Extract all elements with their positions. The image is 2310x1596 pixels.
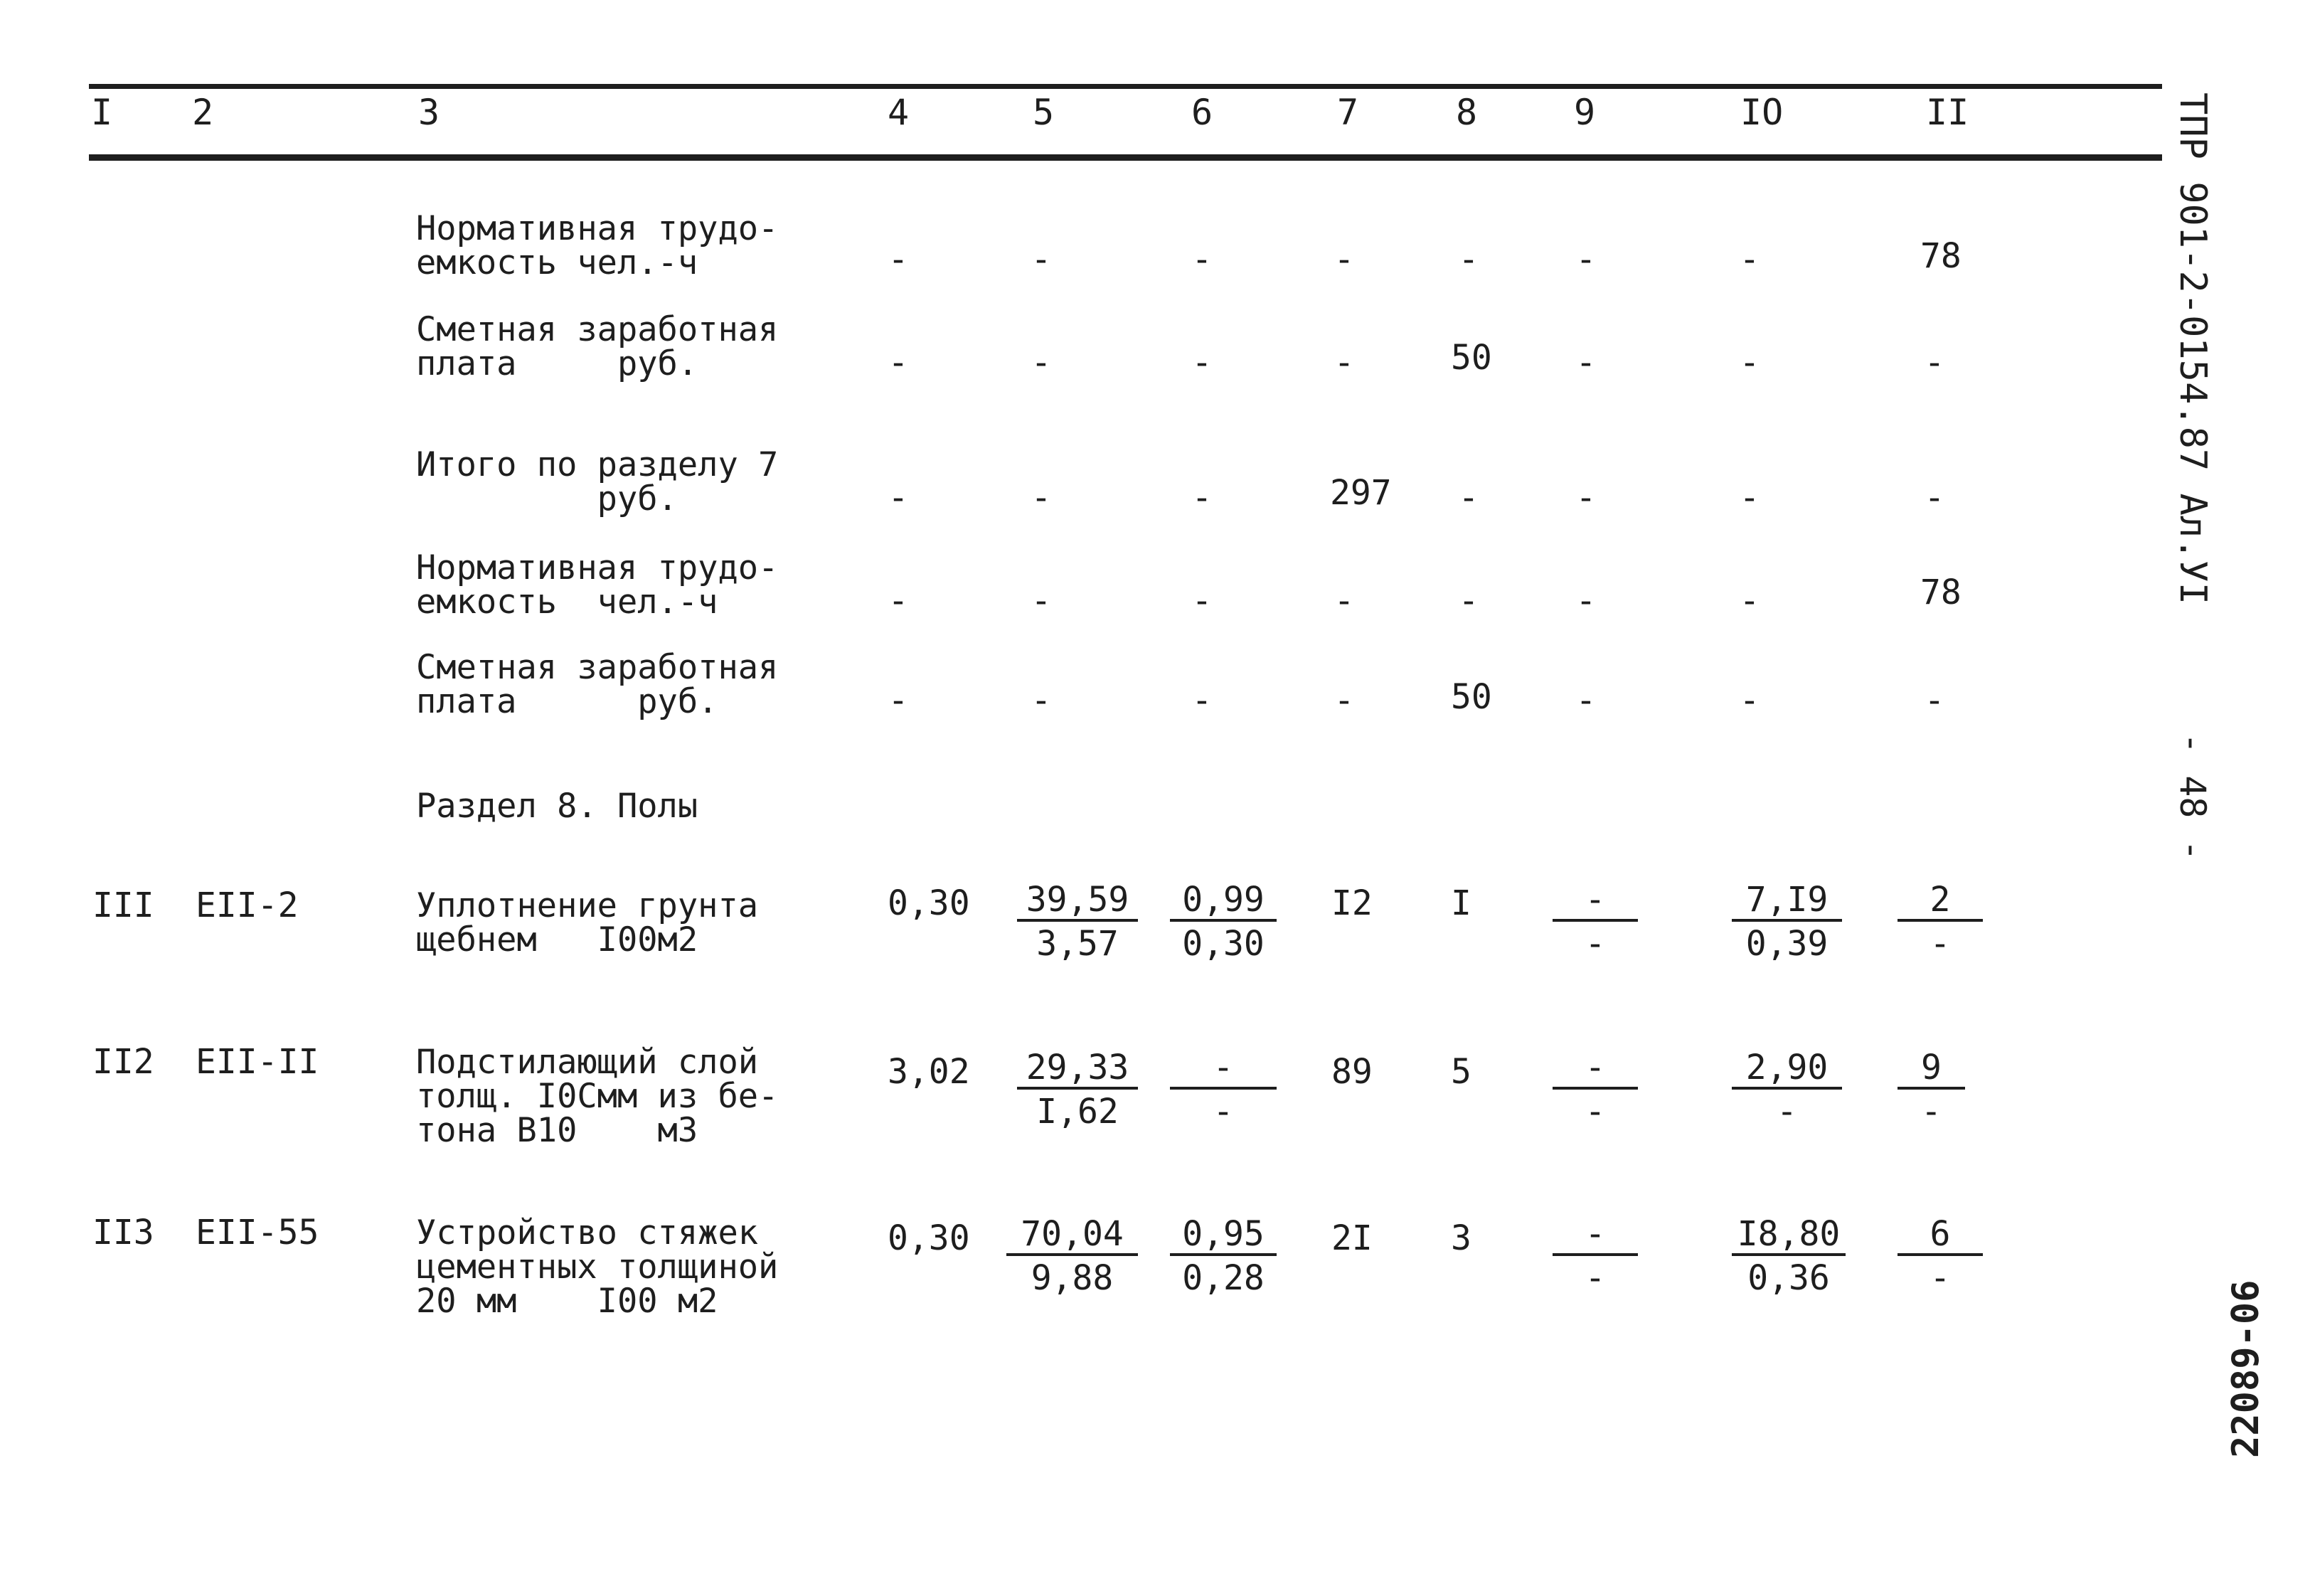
- cell: -: [1334, 681, 1355, 720]
- item-col8: 5: [1451, 1052, 1471, 1092]
- item-code: ЕII-55: [196, 1213, 319, 1252]
- item-col4: 3,02: [888, 1052, 970, 1092]
- item-col4: 0,30: [888, 1218, 970, 1258]
- cell: -: [1458, 581, 1479, 621]
- cell: -: [1739, 240, 1760, 280]
- cell: -: [1575, 240, 1597, 280]
- item-code: ЕII-2: [196, 885, 299, 925]
- cell: -: [1575, 681, 1597, 720]
- cell: -: [1739, 581, 1760, 621]
- cell: -: [888, 240, 909, 280]
- cell: -: [1191, 581, 1213, 621]
- item-col11: 9 -: [1897, 1050, 1965, 1129]
- col-header-1: I: [91, 92, 113, 133]
- cell: -: [1031, 240, 1052, 280]
- item-col11: 6 -: [1897, 1216, 1983, 1296]
- col-header-8: 8: [1456, 92, 1478, 133]
- col-header-7: 7: [1337, 92, 1359, 133]
- cell: -: [1575, 343, 1597, 383]
- summary-label: Нормативная трудо- емкость чел.-ч: [416, 209, 779, 282]
- item-col7: 2I: [1331, 1218, 1373, 1258]
- cell: -: [1334, 581, 1355, 621]
- item-col5: $\frac{70,04}{9,88}$: [1006, 1216, 1138, 1296]
- summary-label: Нормативная трудо- емкость чел.-ч: [416, 548, 779, 622]
- cell: -: [1334, 240, 1355, 280]
- item-col6: - -: [1170, 1050, 1277, 1129]
- col-header-3: 3: [418, 92, 440, 133]
- col-header-9: 9: [1574, 92, 1596, 133]
- item-col6: $\frac{0,99}{0,30}$: [1170, 882, 1277, 962]
- cell: -: [888, 343, 909, 383]
- cell: -: [888, 478, 909, 518]
- cell: -: [888, 681, 909, 720]
- cell: -: [1031, 681, 1052, 720]
- header-bottom-rule: [89, 154, 2162, 161]
- item-col11: 2 -: [1897, 882, 1983, 962]
- cell: -: [1924, 478, 1945, 518]
- item-col6: $\frac{0,95}{0,28}$: [1170, 1216, 1277, 1296]
- cell: -: [1031, 478, 1052, 518]
- cell: -: [1334, 343, 1355, 383]
- item-col10: $\frac{I8,80}{0,36}$: [1732, 1216, 1846, 1296]
- item-col8: 3: [1451, 1218, 1471, 1258]
- cell: 78: [1920, 573, 1962, 612]
- cell: -: [1458, 240, 1479, 280]
- cell: -: [1031, 581, 1052, 621]
- cell: 297: [1330, 473, 1392, 513]
- col-header-5: 5: [1033, 92, 1055, 133]
- item-number: II2: [92, 1042, 154, 1082]
- col-header-10: IO: [1740, 92, 1784, 133]
- cell: -: [1739, 681, 1760, 720]
- summary-label: Сметная заработная плата руб.: [416, 310, 779, 383]
- cell: 78: [1920, 236, 1962, 276]
- cell: -: [1031, 343, 1052, 383]
- cell: -: [1575, 478, 1597, 518]
- section-total-label: Итого по разделу 7 руб.: [416, 445, 779, 518]
- col-header-11: II: [1926, 92, 1969, 133]
- document-code: ТПР 901-2-0154.87 Ал.УI: [2171, 92, 2214, 605]
- item-description: Устройство стяжек цементных толщиной 20 мм I00 м2: [416, 1213, 779, 1321]
- item-col7: I2: [1331, 883, 1373, 923]
- cell: -: [1924, 681, 1945, 720]
- cell: -: [1739, 343, 1760, 383]
- cell: -: [1191, 240, 1213, 280]
- item-col8: I: [1451, 883, 1471, 923]
- item-code: ЕII-II: [196, 1042, 319, 1082]
- cell: -: [1739, 478, 1760, 518]
- col-header-6: 6: [1191, 92, 1213, 133]
- page-number: - 48 -: [2172, 733, 2213, 861]
- item-description: Подстилающий слой толщ. I0Смм из бе- тона В10 м3: [416, 1043, 779, 1150]
- item-col5: $\frac{29,33}{I,62}$: [1017, 1050, 1138, 1129]
- item-col10: 2,90 -: [1732, 1050, 1842, 1129]
- summary-label: Сметная заработная плата руб.: [416, 648, 779, 721]
- item-col9: - -: [1553, 882, 1638, 962]
- header-top-rule: [89, 84, 2162, 89]
- item-col7: 89: [1331, 1052, 1373, 1092]
- cell: 50: [1451, 677, 1492, 717]
- cell: -: [1924, 343, 1945, 383]
- cell: -: [1575, 581, 1597, 621]
- cell: -: [1191, 681, 1213, 720]
- col-header-4: 4: [888, 92, 910, 133]
- item-number: III: [92, 885, 154, 925]
- cell: -: [1458, 478, 1479, 518]
- cell: -: [888, 581, 909, 621]
- item-description: Уплотнение грунта щебнем I00м2: [416, 886, 759, 959]
- item-col10: $\frac{7,I9}{0,39}$: [1732, 882, 1842, 962]
- cell: -: [1191, 343, 1213, 383]
- col-header-2: 2: [192, 92, 214, 133]
- item-col4: 0,30: [888, 883, 970, 923]
- sheet-number: 22089-06: [2225, 1280, 2267, 1458]
- item-col9: - -: [1553, 1216, 1638, 1296]
- item-col5: $\frac{39,59}{3,57}$: [1017, 882, 1138, 962]
- section-title: Раздел 8. Полы: [416, 787, 698, 826]
- item-col9: - -: [1553, 1050, 1638, 1129]
- item-number: II3: [92, 1213, 154, 1252]
- cell: -: [1191, 478, 1213, 518]
- cell: 50: [1451, 338, 1492, 378]
